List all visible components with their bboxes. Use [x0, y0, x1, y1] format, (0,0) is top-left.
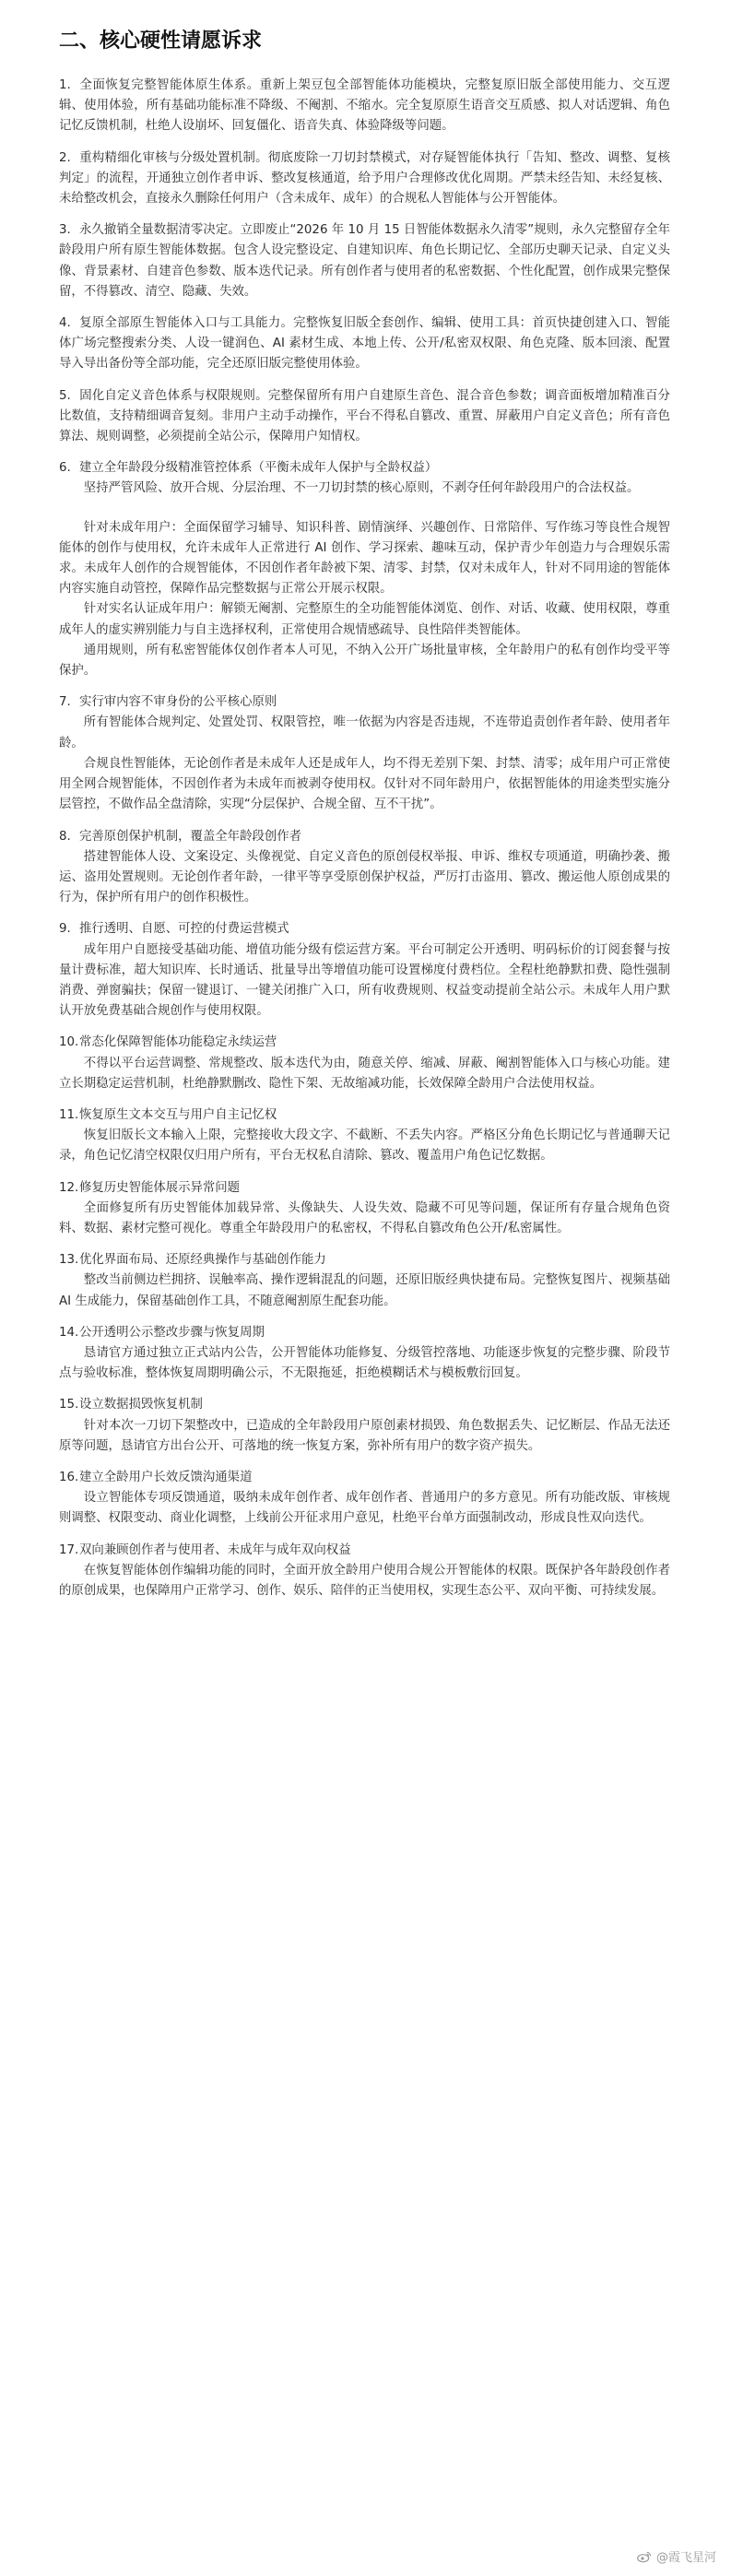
item-text: 全面恢复完整智能体原生体系。重新上架豆包全部智能体功能模块，完整复原旧版全部使用能力、交互逻辑、使用体验，所有基础功能标准不降级、不阉割、不缩水。完全复原原生语音交互质感、拟人对话逻辑、角色记忆反馈机制，杜绝人设崩坏、回复僵化、语音失真、体验降级等问题。 [59, 78, 670, 134]
paragraph: 恢复旧版长文本输入上限，完整接收大段文字、不截断、不丢失内容。严格区分角色长期记忆与普通聊天记录，角色记忆清空权限仅归用户所有，平台无权私自清除、篡改、覆盖用户角色记忆数据。 [59, 1128, 670, 1164]
item-title: 完善原创保护机制，覆盖全年龄段创作者 [79, 829, 302, 844]
list-item [59, 1033, 670, 1094]
item-number: 17. [59, 1542, 79, 1557]
paragraph: 整改当前侧边栏拥挤、误触率高、操作逻辑混乱的问题，还原旧版经典快捷布局。完整恢复图片、视频基础 AI 生成能力，保留基础创作工具，不随意阉割原生配套功能。 [59, 1273, 670, 1308]
item-number: 11. [59, 1107, 79, 1122]
list-item [59, 692, 670, 815]
list-item [59, 1105, 670, 1167]
item-number: 8. [59, 829, 71, 844]
paragraph: 成年用户自愿接受基础功能、增值功能分级有偿运营方案。平台可制定公开透明、明码标价的订阅套餐与按量计费标准，超大知识库、长时通话、批量导出等增值功能可设置梯度付费档位。全程杜绝静默扣费、隐性强制消费、弹窗骗扶；保留一键退订、一键关闭推广入口，所有收费规则、权益变动提前全站公示。未成年人用户默认开放免费基础合规创作与使用权限。 [59, 942, 670, 1019]
paragraph: 所有智能体合规判定、处置处罚、权限管控，唯一依据为内容是否违规，不连带追责创作者年龄、使用者年龄。 [59, 715, 670, 750]
item-title: 建立全龄用户长效反馈沟通渠道 [79, 1470, 253, 1484]
item-title: 恢复原生文本交互与用户自主记忆权 [79, 1107, 277, 1122]
list-item [59, 386, 670, 448]
item-title: 实行审内容不审身份的公平核心原则 [79, 695, 277, 710]
item-number: 1. [59, 78, 71, 92]
list-item [59, 1395, 670, 1457]
item-number: 5. [59, 388, 71, 403]
paragraph: 在恢复智能体创作编辑功能的同时，全面开放全龄用户使用合规公开智能体的权限。既保护各年龄段创作者的原创成果，也保障用户正常学习、创作、娱乐、陪伴的正当使用权，实现生态公平、双向平衡、可持续发展。 [59, 1563, 670, 1598]
item-text: 固化自定义音色体系与权限规则。完整保留所有用户自建原生音色、混合音色参数；调音面板增加精准百分比数值，支持精细调音复刻。非用户主动手动操作，平台不得私自篡改、重置、屏蔽用户自定义音色；所有音色算法、规则调整，必须提前全站公示，保障用户知情权。 [59, 388, 670, 444]
item-number: 2. [59, 150, 71, 165]
list-item [59, 1468, 670, 1530]
list-item [59, 220, 670, 302]
item-number: 14. [59, 1325, 79, 1340]
paragraph: 合规良性智能体，无论创作者是未成年人还是成年人，均不得无差别下架、封禁、清零；成年用户可正常使用全网合规智能体，不因创作者为未成年而被剥夺使用权。仅针对不同年龄用户，依据智能体的用途类型实施分层管控，不做作品全盘清除，实现“分层保护、合规全留、互不干扰”。 [59, 756, 670, 812]
paragraph: 设立智能体专项反馈通道，吸纳未成年创作者、成年创作者、普通用户的多方意见。所有功能改版、审核规则调整、权限变动、商业化调整，上线前公开征求用户意见，杜绝平台单方面强制改动，形成良性双向迭代。 [59, 1491, 670, 1526]
list-item [59, 76, 670, 137]
item-number: 7. [59, 695, 71, 710]
paragraph: 不得以平台运营调整、常规整改、版本迭代为由，随意关停、缩减、屏蔽、阉割智能体入口与核心功能。建立长期稳定运营机制，杜绝静默删改、隐性下架、无故缩减功能，长效保障全龄用户合法使用权益。 [59, 1056, 670, 1091]
item-text: 建立全年龄段分级精准管控体系（平衡未成年人保护与全龄权益） [79, 461, 438, 476]
item-title: 推行透明、自愿、可控的付费运营模式 [79, 922, 289, 937]
list-item [59, 313, 670, 375]
list-item [59, 458, 670, 681]
list-item [59, 1323, 670, 1385]
list-item [59, 148, 670, 210]
list-item [59, 1541, 670, 1602]
item-title: 修复历史智能体展示异常问题 [79, 1180, 241, 1195]
item-title: 优化界面布局、还原经典操作与基础创作能力 [79, 1253, 326, 1268]
item-number: 10. [59, 1035, 79, 1050]
paragraph: 针对未成年用户：全面保留学习辅导、知识科普、剧情演绎、兴趣创作、日常陪伴、写作练习等良性合规智能体的创作与使用权，允许未成年人正常进行 AI 创作、学习探索、趣味互动，保护青少年创造力与合理娱乐需求。未成年人创作的合规智能体，不因创作者年龄被下架、清零、封禁，仅对未成年人，针对不同用途的智能体内容实施自动管控，保障作品完整数据与正常公开展示权限。 [59, 520, 670, 597]
item-number: 13. [59, 1253, 79, 1268]
item-text: 重构精细化审核与分级处置机制。彻底废除一刀切封禁模式，对存疑智能体执行「告知、整改、调整、复核判定」的流程，开通独立创作者申诉、整改复核通道，给予用户合理修改优化周期。严禁未经告知、未经复核、未给整改机会，直接永久删除任何用户（含未成年、成年）的合规私人智能体与公开智能体。 [59, 150, 670, 207]
list-item [59, 1250, 670, 1312]
item-title: 设立数据损毁恢复机制 [79, 1398, 203, 1412]
item-number: 15. [59, 1398, 79, 1412]
item-number: 6. [59, 461, 71, 476]
watermark-text: @霞飞星河 [655, 2551, 716, 2565]
paragraph: 搭建智能体人设、文案设定、头像视觉、自定义音色的原创侵权举报、申诉、维权专项通道，明确抄袭、搬运、盗用处置规则。无论创作者年龄，一律平等享受原创保护权益，严厉打击盗用、篡改、搬运他人原创成果的行为，保护所有用户的创作积极性。 [59, 849, 670, 905]
watermark [637, 2547, 716, 2565]
list-item [59, 827, 670, 909]
paragraph: 全面修复所有历史智能体加载异常、头像缺失、人设失效、隐藏不可见等问题，保证所有存量合规角色资料、数据、素材完整可视化。尊重全年龄段用户的私密权，不得私自篡改角色公开/私密属性。 [59, 1200, 670, 1235]
paragraph: 通用规则，所有私密智能体仅创作者本人可见，不纳入公开广场批量审核，全年龄用户的私有创作均受平等保护。 [59, 643, 670, 679]
paragraph: 针对本次一刀切下架整改中，已造成的全年龄段用户原创素材损毁、角色数据丢失、记忆断层、作品无法还原等问题，恳请官方出台公开、可落地的统一恢复方案，弥补所有用户的数字资产损失。 [59, 1418, 670, 1453]
item-number: 4. [59, 316, 71, 331]
item-text: 复原全部原生智能体入口与工具能力。完整恢复旧版全套创作、编辑、使用工具：首页快捷创建入口、智能体广场完整搜索分类、人设一键润色、AI 素材生成、本地上传、公开/私密双权限、角色克隆、版本回滚、配置导入导出备份等全部功能，完全还原旧版完整使用体验。 [59, 316, 670, 372]
list-item [59, 1178, 670, 1240]
item-number: 12. [59, 1180, 79, 1195]
item-title: 公开透明公示整改步骤与恢复周期 [79, 1325, 265, 1340]
item-title: 双向兼顾创作者与使用者、未成年与成年双向权益 [79, 1542, 351, 1557]
item-number: 16. [59, 1470, 79, 1484]
paragraph: 坚持严管风险、放开合规、分层治理、不一刀切封禁的核心原则，不剥夺任何年龄段用户的合法权益。 [83, 481, 640, 496]
item-text: 永久撤销全量数据清零决定。立即废止“2026 年 10 月 15 日智能体数据永久清零”规则，永久完整留存全年龄段用户所有原生智能体数据。包含人设完整设定、自建知识库、角色长期记忆、全部历史聊天记录、自定义头像、背景素材、自建音色参数、版本迭代记录。所有创作者与使用者的私密数据、个性化配置，创作成果完整保留，不得篡改、清空、隐藏、失效。 [59, 223, 670, 299]
item-number: 3. [59, 223, 71, 238]
item-number: 9. [59, 922, 71, 937]
paragraph: 针对实名认证成年用户：解锁无阉割、完整原生的全功能智能体浏览、创作、对话、收藏、使用权限，尊重成年人的虚实辨别能力与自主选择权利，正常使用合规情感疏导、良性陪伴类智能体。 [59, 602, 670, 637]
section-heading: 二、核心硬性请愿诉求 [59, 30, 263, 53]
item-title: 常态化保障智能体功能稳定永续运营 [79, 1035, 277, 1050]
weibo-icon [637, 2550, 652, 2563]
list-item [59, 919, 670, 1022]
paragraph: 恳请官方通过独立正式站内公告，公开智能体功能修复、分级管控落地、功能逐步恢复的完整步骤、阶段节点与验收标准，整体恢复周期明确公示，不无限拖延，拒绝模糊话术与模板敷衍回复。 [59, 1345, 670, 1381]
